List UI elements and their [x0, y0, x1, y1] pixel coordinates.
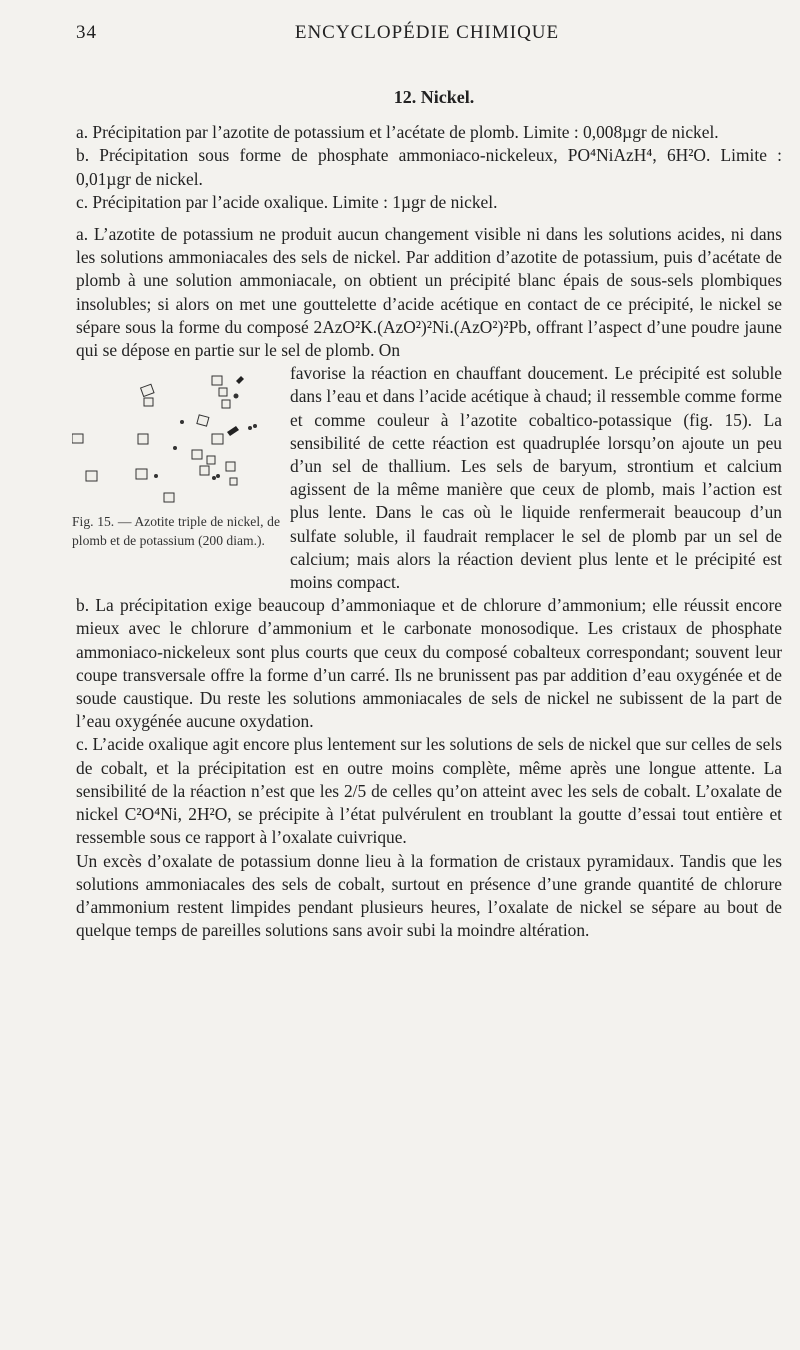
figure-15: [72, 366, 280, 584]
figure-caption: Fig. 15. — Azotite triple de nickel, de plomb et de potassium (200 diam.).: [72, 514, 280, 549]
section-title: 12. Nickel.: [393, 87, 475, 107]
page-number: 34: [76, 22, 97, 43]
crystal-illustration: [72, 366, 280, 512]
paragraph-c: c. L’acide oxalique agit encore plus lentement sur les solutions de sels de nickel que sur celles de sels de cobalt, et la précipitation est en outre moins complète, même après une longue attente. La sensibilité de la réaction n’est que les 2/5 de celles qu’on atteint avec les sels de cobalt. L’oxalate de nickel C²O⁴Ni, 2H²O, se précipite à l’état pulvérulent en troublant la goutte d’essai tout entière et ressemble sous ce rapport à l’oxalate cuivrique.: [76, 734, 782, 848]
running-title: ENCYCLOPÉDIE CHIMIQUE: [294, 22, 560, 43]
paragraph-a-part2: favorise la réaction en chauffant doucement. Le précipité est soluble dans l’eau et dans l’acide acétique à chaud; il ressemble comme forme et comme couleur à l’azotite cobaltico-potassique (fig. 15). La sensibilité de cette réaction est quadruplée lorsqu’on ajoute un peu d’un sel de thallium. Les sels de baryum, strontium et calcium agissent de la même manière que ceux de plomb, mais l’action est plus lente. Dans le cas où le liquide renfermerait beaucoup d’un sulfate soluble, il faudrait remplacer le sel de plomb par un sel de calcium; mais alors la réaction devient plus lente et le précipité est moins compact.: [290, 363, 782, 593]
paragraph-b: b. La précipitation exige beaucoup d’ammoniaque et de chlorure d’ammonium; elle réussit encore mieux avec le chlorure d’ammonium et le carbonate monosodique. Les cristaux de phosphate ammoniaco-nickeleux sont plus courts que ceux du composé cobalteux correspondant; souvent leur coupe transversale offre la forme d’un carré. Ils ne brunissent pas par addition d’eau oxygénée et de soude caustique. Du reste les solutions ammoniacales de sels de nickel ne subissent de la part de l’eau oxygénée aucune oxydation.: [76, 595, 782, 732]
page-body: [72, 86, 782, 942]
paragraph-d: Un excès d’oxalate de potassium donne lieu à la formation de cristaux pyramidaux. Tandis que les solutions ammoniacales des sels de cobalt, surtout en présence d’une grande quantité de chlorure d’ammonium restent limpides pendant plusieurs heures, l’oxalate de nickel se sépare au bout de quelque temps de pareilles solutions sans avoir subi la moindre altération.: [76, 850, 782, 941]
summary-item-b: b. Précipitation sous forme de phosphate ammoniaco-nickeleux, PO⁴NiAzH⁴, 6H²O. Limite : 0,01µgr de nickel.: [76, 145, 782, 189]
paragraph-a-part1: a. L’azotite de potassium ne produit aucun changement visible ni dans les solutions acides, ni dans les solutions ammoniacales des sels de nickel. Par addition d’azotite de potassium, puis d’acétate de plomb à une solution ammoniacale, on obtient un précipité blanc épais de sous-sels plombiques insolubles; si alors on met une gouttelette d’acide acétique en contact de ce précipité, le nickel se sépare sous la forme du composé 2AzO²K.(AzO²)²Ni.(AzO²)²Pb, offrant l’aspect d’une poudre jaune qui se dépose en partie sur le sel de plomb. On: [76, 224, 782, 361]
running-header: [76, 22, 778, 46]
summary-item-c: c. Précipitation par l’acide oxalique. Limite : 1µgr de nickel.: [76, 191, 498, 212]
summary-item-a: a. Précipitation par l’azotite de potassium et l’acétate de plomb. Limite : 0,008µgr de nickel.: [76, 122, 719, 143]
